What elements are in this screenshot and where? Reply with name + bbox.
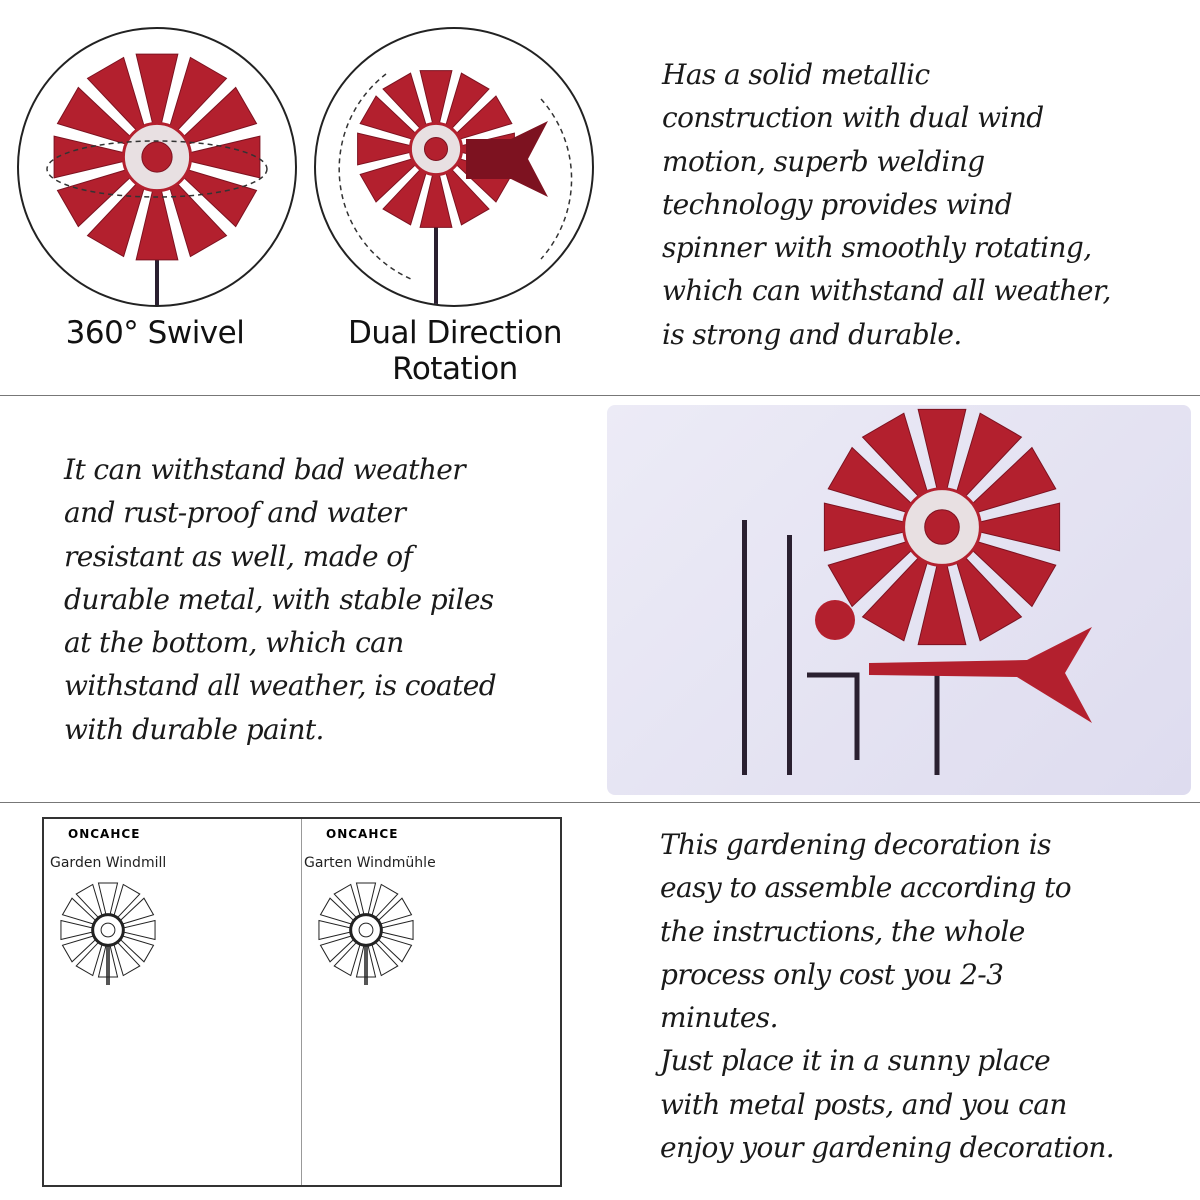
description-line: easy to assemble according to xyxy=(660,871,1072,905)
feature-label-swivel xyxy=(17,315,293,351)
description-line: spinner with smoothly rotating, xyxy=(662,231,1092,265)
description-line: technology provides wind xyxy=(662,187,1013,221)
windmill-blade xyxy=(320,898,353,924)
description-line: the instructions, the whole xyxy=(660,914,1025,948)
windmill-blade xyxy=(76,884,102,917)
windmill-blade xyxy=(114,942,140,975)
windmill-blade xyxy=(190,136,260,178)
windmill-blade xyxy=(334,884,360,917)
manual-windmill-outline xyxy=(316,875,416,985)
windmill-blade xyxy=(918,565,966,645)
description-line: with durable paint. xyxy=(64,712,324,746)
feature-label-line: 360° Swivel xyxy=(65,315,245,351)
section-divider xyxy=(0,395,1200,396)
windmill-blade xyxy=(980,503,1060,551)
pole-part xyxy=(742,520,747,775)
description-line: which can withstand all weather, xyxy=(662,274,1111,308)
manual-title: Garden Windmill xyxy=(50,855,167,871)
construction-description xyxy=(662,53,1111,356)
windmill-blade xyxy=(372,884,398,917)
windmill-blade xyxy=(320,936,353,962)
windmill-blade xyxy=(114,884,140,917)
description-line: motion, superb welding xyxy=(662,144,985,178)
windmill-blade xyxy=(378,898,411,924)
windmill-blade xyxy=(61,920,93,939)
windmill-blade xyxy=(334,942,360,975)
windmill-blade xyxy=(824,503,904,551)
windmill-blade xyxy=(136,190,178,260)
assembly-description xyxy=(660,823,1114,1169)
windmill-blade xyxy=(76,942,102,975)
description-line: It can withstand bad weather xyxy=(64,453,466,486)
windmill-blade xyxy=(62,898,95,924)
windmill-blade xyxy=(378,936,411,962)
windmill-blade xyxy=(420,71,452,124)
product-parts-photo xyxy=(607,405,1191,795)
description-line: construction with dual wind xyxy=(662,101,1044,135)
manual-brand-logo: ONCAHCE xyxy=(68,827,141,841)
weather-description xyxy=(64,448,496,751)
bent-pole-part xyxy=(807,675,857,760)
feature-label-rotation xyxy=(300,315,610,387)
instruction-manual-image xyxy=(42,817,562,1187)
windmill-blade xyxy=(319,920,351,939)
description-line: Just place it in a sunny place xyxy=(660,1044,1051,1078)
product-parts-drawing xyxy=(607,405,1191,795)
description-line: withstand all weather, is coated xyxy=(64,669,497,703)
manual-sheet-en xyxy=(44,819,302,1185)
windmill-blade xyxy=(136,54,178,124)
description-line: Has a solid metallic xyxy=(662,58,930,91)
feature-label-line: Dual Direction xyxy=(347,315,563,351)
description-line: durable metal, with stable piles xyxy=(64,582,494,616)
description-line: with metal posts, and you can xyxy=(660,1087,1067,1121)
windmill-blade xyxy=(358,133,411,165)
swivel-illustration xyxy=(17,27,297,307)
windmill-hub xyxy=(925,510,960,545)
pole-part xyxy=(787,535,792,775)
rotation-illustration xyxy=(314,27,594,307)
windmill-hub xyxy=(142,142,172,172)
cap-part xyxy=(815,600,855,640)
bent-pole-part xyxy=(869,667,937,775)
windmill-blade xyxy=(356,883,375,915)
manual-title: Garten Windmühle xyxy=(304,855,436,871)
windmill-blade xyxy=(381,920,413,939)
windmill-blade xyxy=(62,936,95,962)
windmill-blade xyxy=(123,920,155,939)
feature-label-line: Rotation xyxy=(392,351,518,387)
windmill-blade xyxy=(120,936,153,962)
description-line: at the bottom, which can xyxy=(64,626,404,660)
manual-sheet-de xyxy=(302,819,559,1185)
description-line: resistant as well, made of xyxy=(64,539,413,573)
windmill-hub xyxy=(359,923,373,937)
windmill-blade xyxy=(420,174,452,227)
tail-vane-part xyxy=(869,627,1092,723)
windmill-blade xyxy=(120,898,153,924)
windmill-hub xyxy=(101,923,115,937)
windmill-blade xyxy=(372,942,398,975)
manual-windmill-outline xyxy=(58,875,158,985)
windmill-hub xyxy=(424,137,447,160)
windmill-blade xyxy=(54,136,124,178)
manual-brand-logo: ONCAHCE xyxy=(326,827,399,841)
windmill-blade xyxy=(98,883,117,915)
description-line: and rust-proof and water xyxy=(64,496,406,530)
description-line: This gardening decoration is xyxy=(660,828,1051,861)
windmill-blade xyxy=(918,409,966,489)
windmill-rotation-drawing xyxy=(316,29,592,305)
description-line: is strong and durable. xyxy=(662,317,962,351)
windmill-swivel-drawing xyxy=(19,29,295,305)
description-line: process only cost you 2-3 xyxy=(660,957,1004,991)
description-line: minutes. xyxy=(660,1001,778,1035)
section-divider xyxy=(0,802,1200,803)
description-line: enjoy your gardening decoration. xyxy=(660,1131,1115,1165)
